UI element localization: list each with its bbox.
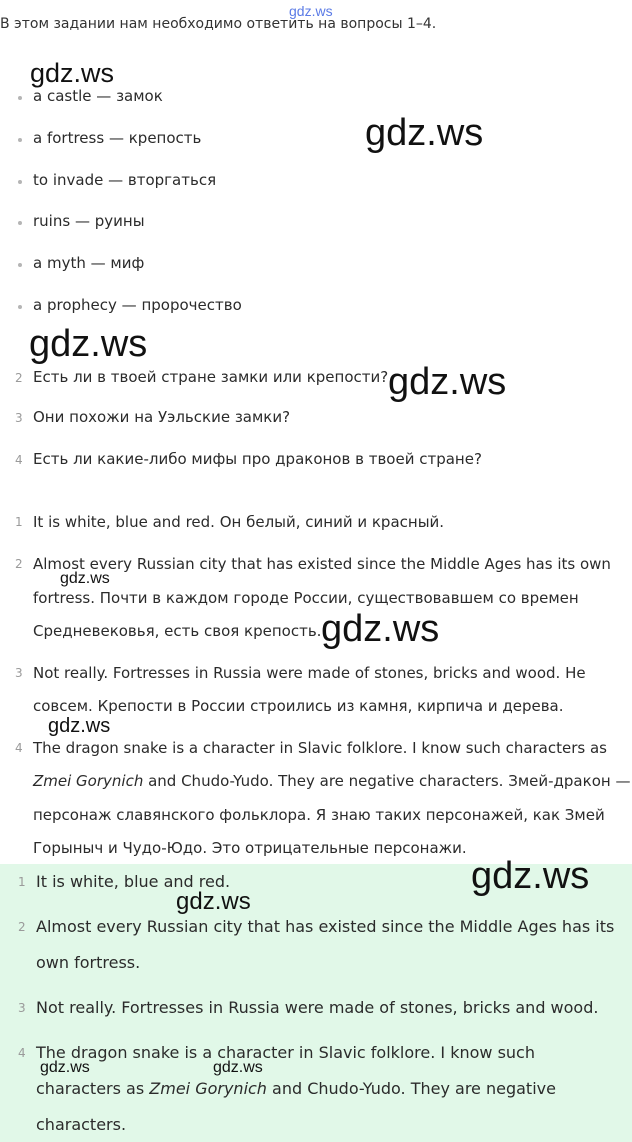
watermark-text: gdz.ws — [365, 112, 484, 154]
answer-line: Not really. Fortresses in Russia were made of stones, bricks and wood. Не — [33, 664, 586, 682]
watermark-text: gdz.ws — [29, 323, 148, 365]
italic-name: Zmei Gorynich — [33, 772, 144, 790]
answer-number: 1 — [18, 875, 26, 889]
answer-number: 2 — [15, 557, 23, 571]
answer-line: Средневековья, есть своя крепость. — [33, 622, 322, 640]
answer-line: Zmei Gorynich and Chudo-Yudo. They are negative characters. Змей-дракон — — [33, 772, 631, 790]
question-number: 4 — [15, 453, 23, 467]
vocab-item: a fortress — крепость — [33, 129, 202, 147]
answer-line: characters. — [36, 1115, 127, 1134]
italic-name: Zmei Gorynich — [149, 1079, 267, 1098]
answer-line: characters as Zmei Gorynich and Chudo-Yudo. They are negative — [36, 1079, 556, 1098]
answer-line: fortress. Почти в каждом городе России, существовавшем со времен — [33, 589, 579, 607]
answer-line: It is white, blue and red. Он белый, синий и красный. — [33, 513, 445, 531]
vocab-item: a castle — замок — [33, 87, 163, 105]
answer-line: совсем. Крепости в России строились из камня, кирпича и дерева. — [33, 697, 564, 715]
answer-number: 2 — [18, 920, 26, 934]
answer-number: 3 — [18, 1001, 26, 1015]
watermark-text: gdz.ws — [30, 58, 115, 88]
watermark-text: gdz.ws — [213, 1059, 263, 1076]
answer-line: The dragon snake is a character in Slavic folklore. I know such — [36, 1043, 535, 1062]
bullet-icon — [18, 180, 22, 184]
answer-line: The dragon snake is a character in Slavic folklore. I know such characters as — [33, 739, 607, 757]
answer-line: Горыныч и Чудо-Юдо. Это отрицательные персонажи. — [33, 839, 467, 857]
answer-number: 3 — [15, 666, 23, 680]
answer-line: It is white, blue and red. — [36, 872, 231, 891]
answer-line: Not really. Fortresses in Russia were made of stones, bricks and wood. — [36, 998, 599, 1017]
answer-number: 4 — [15, 741, 23, 755]
answer-line: Almost every Russian city that has existed since the Middle Ages has its own — [33, 555, 611, 573]
watermark-text: gdz.ws — [40, 1059, 90, 1076]
question-text: Есть ли какие-либо мифы про драконов в твоей стране? — [33, 450, 482, 468]
bullet-icon — [18, 221, 22, 225]
vocab-item: a prophecy — пророчество — [33, 296, 242, 314]
watermark-text: gdz.ws — [388, 361, 507, 403]
watermark-text: gdz.ws — [176, 888, 251, 915]
watermark-text: gdz.ws — [321, 608, 440, 650]
answer-number: 4 — [18, 1046, 26, 1060]
vocab-item: ruins — руины — [33, 212, 145, 230]
answer-number: 1 — [15, 515, 23, 529]
question-number: 3 — [15, 411, 23, 425]
site-watermark-link[interactable]: gdz.ws — [289, 3, 333, 19]
answer-line: own fortress. — [36, 953, 141, 972]
vocab-item: a myth — миф — [33, 254, 145, 272]
bullet-icon — [18, 305, 22, 309]
answer-line: Almost every Russian city that has existed since the Middle Ages has its — [36, 917, 615, 936]
question-number: 2 — [15, 371, 23, 385]
question-text: Они похожи на Уэльские замки? — [33, 408, 291, 426]
bullet-icon — [18, 138, 22, 142]
bullet-icon — [18, 263, 22, 267]
watermark-text: gdz.ws — [60, 570, 110, 587]
watermark-text: gdz.ws — [471, 855, 590, 897]
intro-text: В этом задании нам необходимо ответить на вопросы 1–4. — [0, 16, 437, 32]
vocab-item: to invade — вторгаться — [33, 171, 217, 189]
bullet-icon — [18, 96, 22, 100]
answer-line: персонаж славянского фольклора. Я знаю таких персонажей, как Змей — [33, 806, 605, 824]
question-text: Есть ли в твоей стране замки или крепости? — [33, 368, 389, 386]
watermark-text: gdz.ws — [48, 715, 111, 737]
